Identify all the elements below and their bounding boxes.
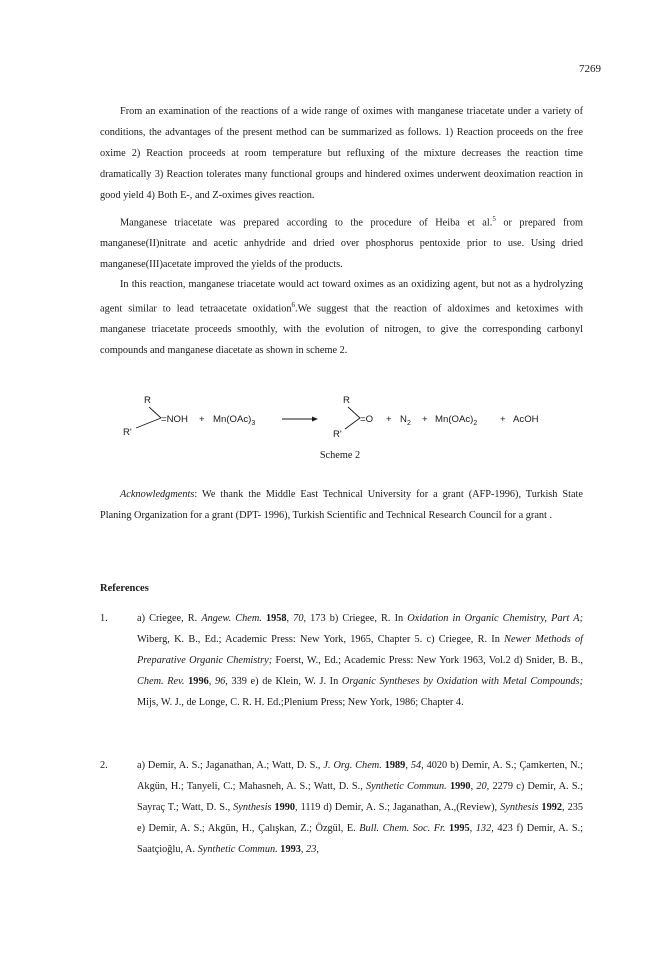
substituent-r: R <box>144 395 151 406</box>
reference-text-segment: Synthetic Commun. <box>366 781 447 792</box>
reference-text-segment: Angew. Chem. <box>201 613 262 624</box>
reference-text-segment: 1993 <box>280 844 301 855</box>
reference-text-segment: Organic Syntheses by Oxidation with Metal Compounds; <box>341 676 583 687</box>
scheme-caption: Scheme 2 <box>319 450 361 461</box>
text-segment: .We suggest that the reaction of aldoximes and ketoximes with manganese triacetate proceeds smoothly, with the evolution of nitrogen, to give the corresponding carbonyl compounds and manganese diacetate as shown in scheme 2. <box>100 303 583 357</box>
acknowledgments <box>100 484 583 526</box>
text-segment: or prepared from manganese(II)nitrate and acetic anhydride and dried over phosphorus pentoxide prior to use. Using dried manganese(III)acetate improved the yields of the products. <box>100 217 583 271</box>
carbonyl-group: =O <box>360 414 374 425</box>
reference-text-segment: , 1119 d) Demir, A. S.; Jaganathan, A.,(Review), <box>295 802 501 813</box>
paragraph-text <box>100 274 583 361</box>
text-segment: Manganese triacetate was prepared according to the procedure of Heiba et al. <box>120 217 493 229</box>
reference-text-segment: , <box>405 760 411 771</box>
reference-text-segment: , <box>469 823 476 834</box>
reference-item <box>100 755 583 860</box>
reference-text-segment: 70 <box>293 613 304 624</box>
reference-text-segment: , 4020 b) Demir, A. S.; Çamkerten, N.; Akgün, H.; Tanyeli, C.; Mahasneh, A. S.; Watt, D. S., <box>137 760 583 792</box>
reference-text-segment: , 235 e) Demir, A. S.; Akgün, H., Çalışkan, Z.; Özgül, E. <box>137 802 584 834</box>
reference-text-segment: Synthesis <box>500 802 539 813</box>
citation-superscript: 5 <box>492 215 496 223</box>
reference-text-segment: , <box>300 844 307 855</box>
acknowledgments-text: : We thank the Middle East Technical University for a grant (AFP-1996), Turkish State Planing Organization for a grant (DPT- 1996), Turkish Scientific and Technical Research Council for a grant . <box>100 489 583 521</box>
reference-text-segment: 23 <box>306 844 317 855</box>
reaction-scheme <box>110 392 570 472</box>
reaction-scheme-drawing <box>110 392 570 448</box>
reference-text-segment: J. Org. Chem. <box>323 760 382 771</box>
nitrogen-text: N <box>400 414 407 425</box>
substituent-r: R <box>343 395 350 406</box>
plus-sign: + <box>500 414 506 425</box>
plus-sign: + <box>386 414 392 425</box>
reagent-text: Mn(OAc) <box>213 414 252 425</box>
reference-number: 1. <box>100 613 108 624</box>
references-heading: References <box>100 583 149 594</box>
reagent-formula <box>213 414 255 427</box>
reference-text-segment: 1995 <box>449 823 470 834</box>
reference-text-segment: Bull. Chem. Soc. Fr. <box>359 823 446 834</box>
substituent-r-prime: R' <box>333 429 342 440</box>
acetic-acid-formula: AcOH <box>513 414 539 425</box>
paragraph-mechanism <box>100 274 583 361</box>
subscript: 2 <box>406 420 411 427</box>
subscript: 2 <box>473 420 478 427</box>
page-number: 7269 <box>579 63 601 75</box>
text-segment: In this reaction, manganese triacetate would act toward oximes as an oxidizing agent, but not as a hydrolyzing agent similar to lead tetraacetate oxidation <box>100 279 583 315</box>
bond-line <box>345 418 360 429</box>
reference-text-segment: , 339 e) de Klein, W. J. In <box>225 676 342 687</box>
reference-text-segment: Wiberg, K. B., Ed.; Academic Press: New York, 1965, Chapter 5. c) Criegee, R. In <box>137 634 505 645</box>
bond-line <box>348 407 360 418</box>
reference-text-segment: Mijs, W. J., de Longe, C. R. H. Ed.;Plenium Press; New York, 1986; Chapter 4. <box>137 697 464 708</box>
reference-text <box>137 608 583 713</box>
reference-text-segment: Foerst, W., Ed.; Academic Press: New York 1963, Vol.2 d) Snider, B. B., <box>272 655 583 666</box>
reference-text-segment: , 173 b) Criegee, R. In <box>303 613 408 624</box>
bond-line <box>136 418 161 428</box>
plus-sign: + <box>422 414 428 425</box>
paragraph-text <box>100 484 583 526</box>
plus-sign: + <box>199 414 205 425</box>
reference-item <box>100 608 583 713</box>
reference-text-segment: 54 <box>410 760 422 771</box>
reference-text-segment: , 423 f) Demir, A. S.; Saatçioğlu, A. <box>137 823 583 855</box>
bond-line <box>149 407 161 418</box>
reference-text-segment: 1996 <box>188 676 209 687</box>
reference-text-segment: Newer Methods of Preparative Organic Chemistry; <box>137 634 583 666</box>
reference-text-segment: , <box>286 613 294 624</box>
manganese-diacetate-formula <box>435 414 477 427</box>
paragraph-advantages <box>100 101 583 206</box>
reference-text-segment: 1992 <box>541 802 563 813</box>
acknowledgments-label: Acknowledgments <box>120 489 195 500</box>
reference-text-segment: a) Demir, A. S.; Jaganathan, A.; Watt, D. S., <box>137 760 324 771</box>
reference-text-segment: , <box>470 781 477 792</box>
reference-number: 2. <box>100 760 108 771</box>
citation-superscript: 6 <box>291 301 296 309</box>
reference-text-segment: Synthesis <box>233 802 272 813</box>
manganese-diacetate-text: Mn(OAc) <box>435 414 474 425</box>
reference-text-segment: , 2279 c) Demir, A. S.; Sayraç T.; Watt, D. S., <box>137 781 583 813</box>
reference-text <box>137 755 583 860</box>
paragraph-text: From an examination of the reactions of a wide range of oximes with manganese triacetate under a variety of conditions, the advantages of the present method can be summarized as follows. 1) Reaction proceeds on the free oxime 2) Reaction proceeds at room temperature but refluxing of the mixture decreases the reaction time dramatically 3) Reaction tolerates many functional groups and hindered oximes underwent deoximation reaction in good yield 4) Both E-, and Z-oximes gives reaction. <box>100 106 583 201</box>
subscript: 3 <box>251 420 256 427</box>
reference-text-segment: a) Criegee, R. <box>137 613 202 624</box>
reference-text-segment: 20 <box>476 781 487 792</box>
reference-text-segment: Synthetic Commun. <box>197 844 278 855</box>
reference-text-segment: Chem. Rev. <box>137 676 185 687</box>
reference-text-segment: 96 <box>214 676 226 687</box>
reference-text-segment: , <box>316 844 319 855</box>
nitrogen-formula <box>400 414 411 427</box>
paragraph-text <box>100 209 583 275</box>
reference-text-segment: 132 <box>475 823 492 834</box>
reference-text-segment: Oxidation in Organic Chemistry, Part A; <box>407 613 583 624</box>
oxime-group: =NOH <box>161 414 188 425</box>
substituent-r-prime: R' <box>123 427 132 438</box>
reference-text-segment: 1990 <box>274 802 296 813</box>
reference-text-segment: 1990 <box>449 781 471 792</box>
paragraph-preparation <box>100 209 583 275</box>
reference-text-segment: , <box>208 676 215 687</box>
reference-text-segment: 1958 <box>265 613 287 624</box>
arrow-head <box>312 417 318 422</box>
reference-text-segment: 1989 <box>384 760 406 771</box>
